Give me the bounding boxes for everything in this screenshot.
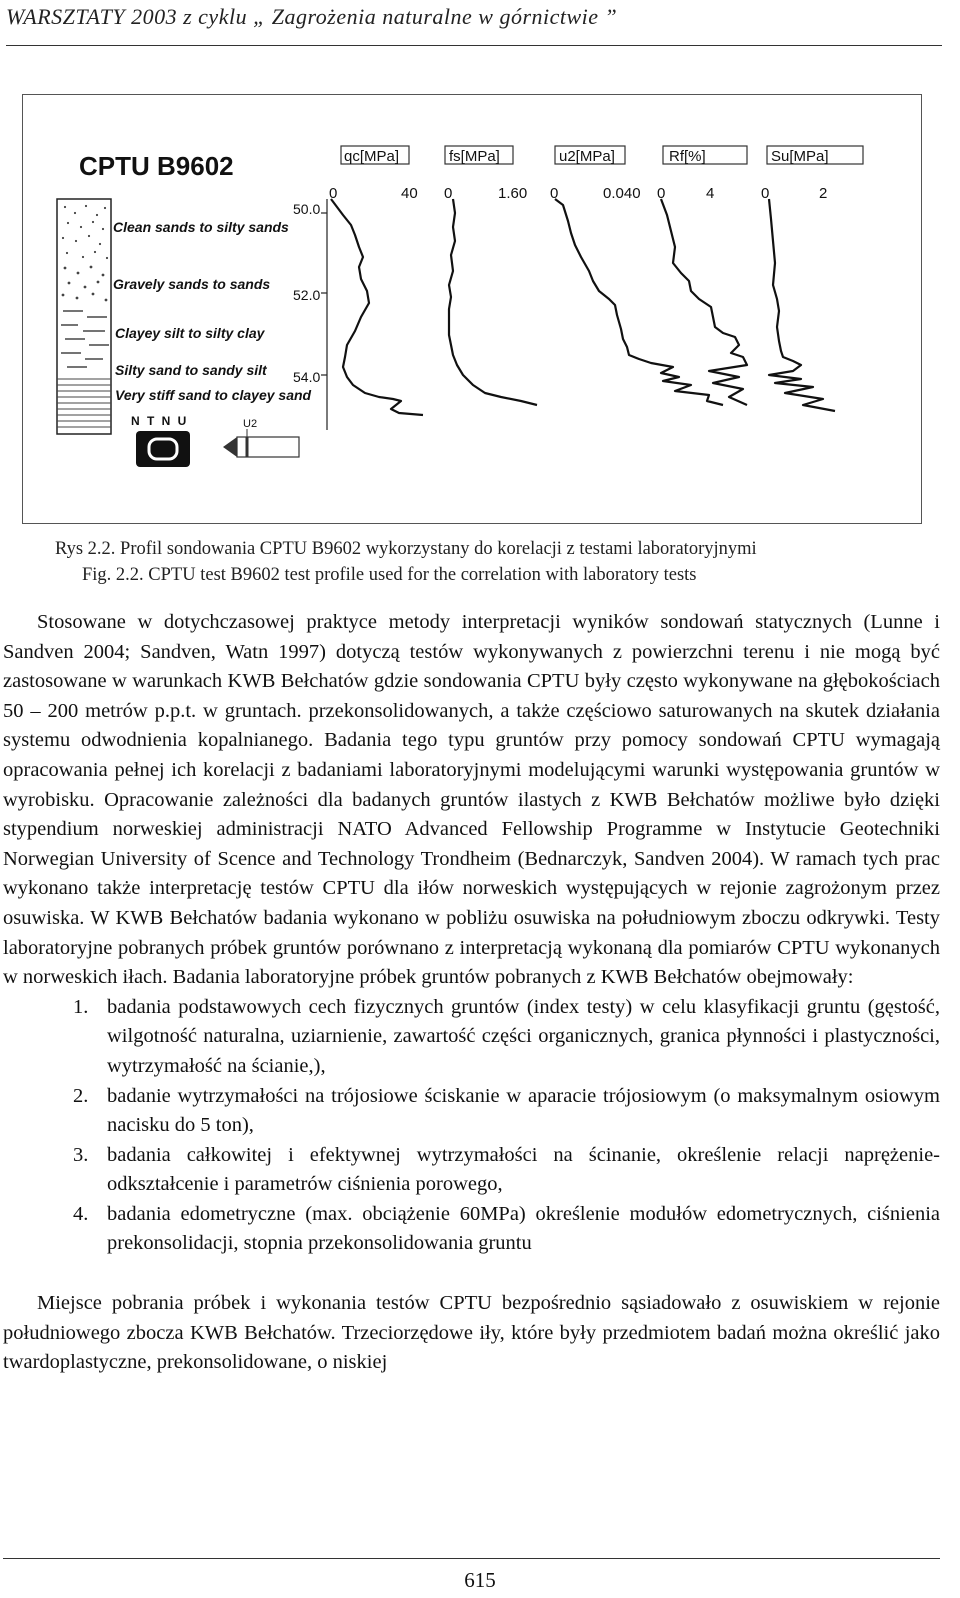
probe-label: U2 [243,418,258,430]
column-headers [341,146,863,165]
list-item-text: badanie wytrzymałości na trójosiowe ściskanie w aparacie trójosiowym (o maksymalnym osiowym nacisku do 5 ton), [107,1084,940,1137]
curve-fs [449,199,537,405]
cptu-probe [223,418,299,457]
scale-max-rf: 4 [706,185,715,202]
soil-column [57,199,111,434]
depth-label: 50.0 [293,201,321,217]
figure-caption-en: Fig. 2.2. CPTU test B9602 test profile used for the correlation with laboratory tests [82,565,697,585]
scale-max-u2: 0.040 [603,185,641,202]
scale-min-qc: 0 [329,185,338,202]
running-head: WARSZTATY 2003 z cyklu „ Zagrożenia naturalne w górnictwie ” [6,4,618,29]
soil-layer-label: Very stiff sand to clayey sand [115,387,312,403]
header-rule [6,45,942,46]
depth-label: 54.0 [293,369,321,385]
page-number: 615 [464,1568,496,1592]
logo-text: N T N U [131,414,189,428]
soil-layer-label: Clean sands to silty sands [113,219,289,235]
cptu-profile-graphic [23,95,921,523]
curve-rf [661,199,747,405]
list-number: 2. [73,1084,89,1107]
soil-layer-labels [113,219,312,403]
list-number: 4. [73,1202,89,1225]
list-number: 3. [73,1143,89,1166]
list-item-text: badania całkowitej i efektywnej wytrzymałości na ścinanie, określenie relacji naprężenie-odkształcenie i parametrów ciśnienia porowego, [107,1143,940,1196]
numbered-list [3,993,940,1259]
figure-title: CPTU B9602 [79,151,234,181]
column-label-u2: u2[MPa] [559,148,615,165]
scale-max-su: 2 [819,185,828,202]
soil-layer-label: Gravely sands to sands [113,276,271,292]
figure-cptu-profile [22,94,922,524]
list-item-text: badania podstawowych cech fizycznych gruntów (index testy) w celu klasyfikacji gruntu (gęstość, wilgotność naturalna, uziarnienie, zawartość części organicznych, granica płynności i plastyczności, wytrzymałość na ścianie,), [107,995,940,1077]
logo-block [136,431,190,467]
curve-qc [331,199,423,415]
scale-min-su: 0 [761,185,770,202]
scale-max-qc: 40 [401,185,418,202]
curve-u2 [555,199,723,405]
list-item-text: badania edometryczne (max. obciążenie 60MPa) określenie modułów edometrycznych, ciśnienia prekonsolidacji, stopnia przekonsolidowania gruntu [107,1202,940,1255]
footer-rule [3,1558,940,1559]
scale-min-fs: 0 [444,185,453,202]
ntnu-logo [131,414,190,467]
column-label-su: Su[MPa] [771,148,829,165]
curve-su [769,199,835,411]
figure-caption-pl: Rys 2.2. Profil sondowania CPTU B9602 wykorzystany do korelacji z testami laboratoryjnymi [55,539,757,559]
list-number: 1. [73,995,89,1018]
column-label-fs: fs[MPa] [449,148,500,165]
column-label-qc: qc[MPa] [344,148,400,165]
body-text [3,608,940,1378]
soil-layer-label: Silty sand to sandy silt [115,362,267,378]
column-label-rf: Rf[%] [669,148,706,165]
paragraph: Stosowane w dotychczasowej praktyce metody interpretacji wyników sondowań statycznych (Lunne i Sandven 2004; Sandven, Watn 1997) dotyczą testów wykonywanych z powierzchni terenu i nie mogą być zastosowane w warunkach KWB Bełchatów gdzie sondowania CPTU były często wykonywane na głębokościach 50 – 200 metrów p.p.t. w gruntach. przekonsolidowanych, a także częściowo saturowanych na skutek działania systemu odwodnienia kopalnianego. Badania tego typu gruntów przy pomocy sondowań CPTU wymagają opracowania pełnej ich korelacji z badaniami laboratoryjnymi modelującymi warunki występowania gruntów w wyrobisku. Opracowanie zależności dla badanych gruntów ilastych z KWB Bełchatów możliwe było dzięki stypendium norweskiej administracji NATO Advanced Fellowship Programme w Instytucie Geotechniki Norwegian University of Scence and Technology Trondheim (Bednarczyk, Sandven 2004). W ramach tych prac wykonano także interpretację testów CPTU dla iłów norweskich występujących w rejonie zagrożonym przez osuwiska. W KWB Bełchatów badania wykonano w pobliżu osuwiska na południowym zboczu odkrywki. Testy laboratoryjne pobranych próbek gruntów porównano z interpretacją wykonaną dla pomiarów CPTU wykonanych w norweskich iłach. Badania laboratoryjne próbek gruntów pobranych z KWB Bełchatów obejmowały: [3,611,940,989]
scale-max-fs: 1.60 [498,185,528,202]
depth-label: 52.0 [293,287,321,303]
soil-layer-label: Clayey silt to silty clay [115,325,265,341]
scale-min-rf: 0 [657,185,666,202]
list-item [3,1200,940,1259]
scale-labels [329,185,827,202]
paragraph: Miejsce pobrania próbek i wykonania testów CPTU bezpośrednio sąsiadowało z osuwiskiem w rejonie południowego zbocza KWB Bełchatów. Trzeciorzędowe iły, które były przedmiotem badań można określić jako twardoplastyczne, prekonsolidowane, o niskiej [3,1292,940,1374]
list-item [3,1082,940,1141]
scale-min-u2: 0 [550,185,559,202]
list-item [3,993,940,1082]
list-item [3,1141,940,1200]
profile-curves [331,199,835,415]
